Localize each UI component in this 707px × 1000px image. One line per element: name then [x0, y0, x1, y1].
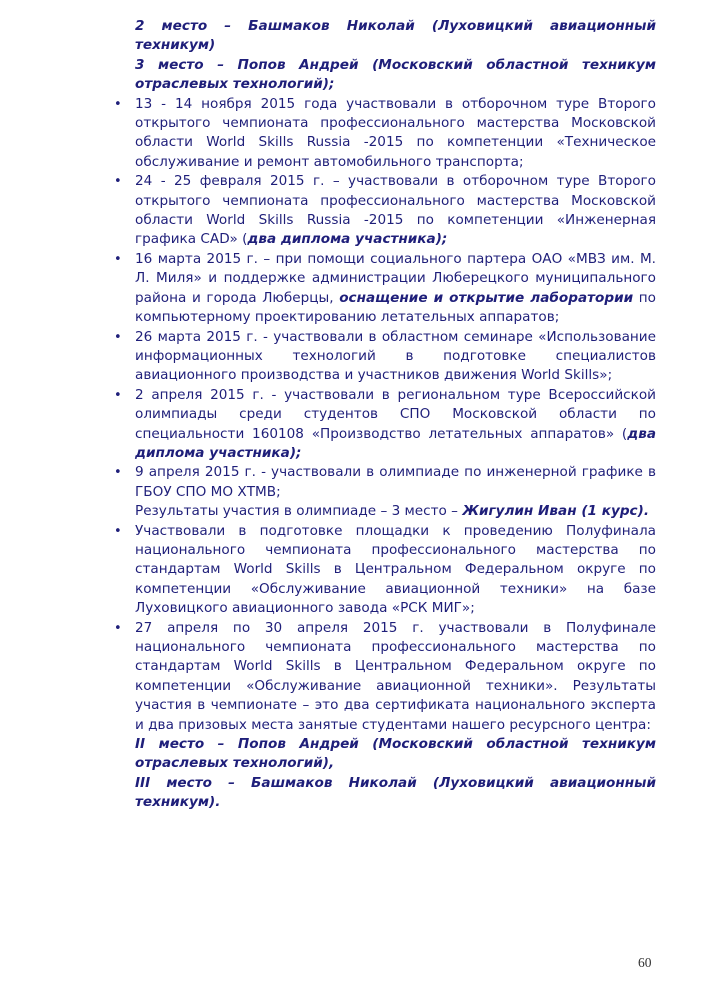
event-list — [114, 95, 656, 813]
bullet-icon: • — [114, 387, 122, 403]
item-text: 9 апреля 2015 г. - участвовали в олимпиаде по инженерной графике в ГБОУ СПО МО ХТМВ; — [135, 464, 656, 500]
winner-third-place: III место – Башмаков Николай (Луховицкий авиационный техникум). — [135, 774, 656, 811]
item-highlight: два диплома участника — [247, 231, 436, 248]
intro-place-2: 2 место – Башмаков Николай (Луховицкий авиационный техникум) — [135, 18, 656, 54]
item-text: 13 - 14 ноября 2015 года участвовали в отборочном туре Второго открытого чемпионата профессионального мастерства Московской области World Skills Russia -2015 по компетенции «Техническое обслуживание и ремонт автомобильного транспорта; — [135, 95, 656, 170]
item-text: Участвовали в подготовке площадки к проведению Полуфинала национального чемпионата профессионального мастерства по стандартам World Skills в Центральном Федеральном округе по компетенции «Обслуживание авиационной техники» на базе Луховицкого авиационного завода «РСК МИГ»; — [135, 522, 656, 617]
winner-second-place: II место – Попов Андрей (Московский областной техникум отраслевых технологий), — [135, 736, 656, 772]
bullet-icon: • — [114, 174, 122, 190]
page-number: 60 — [638, 955, 652, 970]
result-text: Результаты участия в олимпиаде – 3 место – — [135, 503, 463, 520]
item-text: 26 марта 2015 г. - участвовали в областном семинаре «Использование информационных технологий в подготовке специалистов авиационного производства и участников движения World Skills»; — [135, 328, 656, 384]
result-winner: Жигулин Иван (1 курс). — [462, 503, 649, 520]
list-item — [114, 250, 656, 328]
item-text: 27 апреля по 30 апреля 2015 г. участвовали в Полуфинале национального чемпионата профессионального мастерства по стандартам World Skills в Центральном Федеральном округе по компетенции «Обслуживание авиационной техники». Результаты участия в чемпионате – это два сертификата национального эксперта и два призовых места занятые студентами нашего ресурсного центра: — [135, 619, 656, 733]
bullet-icon: • — [114, 251, 122, 267]
list-item — [114, 95, 656, 173]
item-text-after: по компьютерному проектированию летательных аппаратов; — [135, 289, 656, 326]
item-text-after: ); — [435, 231, 448, 248]
bullet-icon: • — [114, 523, 122, 539]
item-text: 24 - 25 февраля 2015 г. – участвовали в отборочном туре Второго открытого чемпионата профессионального мастерства Московской области World Skills Russia -2015 по компетенции «Инженерная графика CAD» ( — [135, 173, 656, 248]
bullet-icon: • — [114, 465, 122, 481]
intro-place-3: 3 место – Попов Андрей (Московский областной техникум отраслевых технологий); — [135, 56, 656, 93]
bullet-icon: • — [114, 329, 122, 345]
list-item — [114, 172, 656, 250]
item-highlight: два диплома участника — [135, 425, 656, 461]
item-highlight: оснащение и открытие лаборатории — [339, 289, 634, 306]
list-item — [114, 522, 656, 619]
bullet-icon: • — [114, 620, 122, 636]
list-item — [114, 386, 656, 464]
item-text: 16 марта 2015 г. – при помощи социального партера ОАО «МВЗ им. М. Л. Миля» и поддержке администрации Люберецкого муниципального района и города Люберцы, — [135, 250, 656, 306]
bullet-icon: • — [114, 96, 122, 112]
item-text-after: ); — [289, 444, 302, 461]
list-item — [114, 619, 656, 813]
olympiad-result — [135, 502, 656, 521]
list-item — [114, 463, 656, 521]
page-content — [114, 17, 656, 813]
list-item — [114, 328, 656, 386]
item-text: 2 апреля 2015 г. - участвовали в региональном туре Всероссийской олимпиады среди студентов СПО Московской области по специальности 160108 «Производство летательных аппаратов» ( — [135, 386, 656, 442]
